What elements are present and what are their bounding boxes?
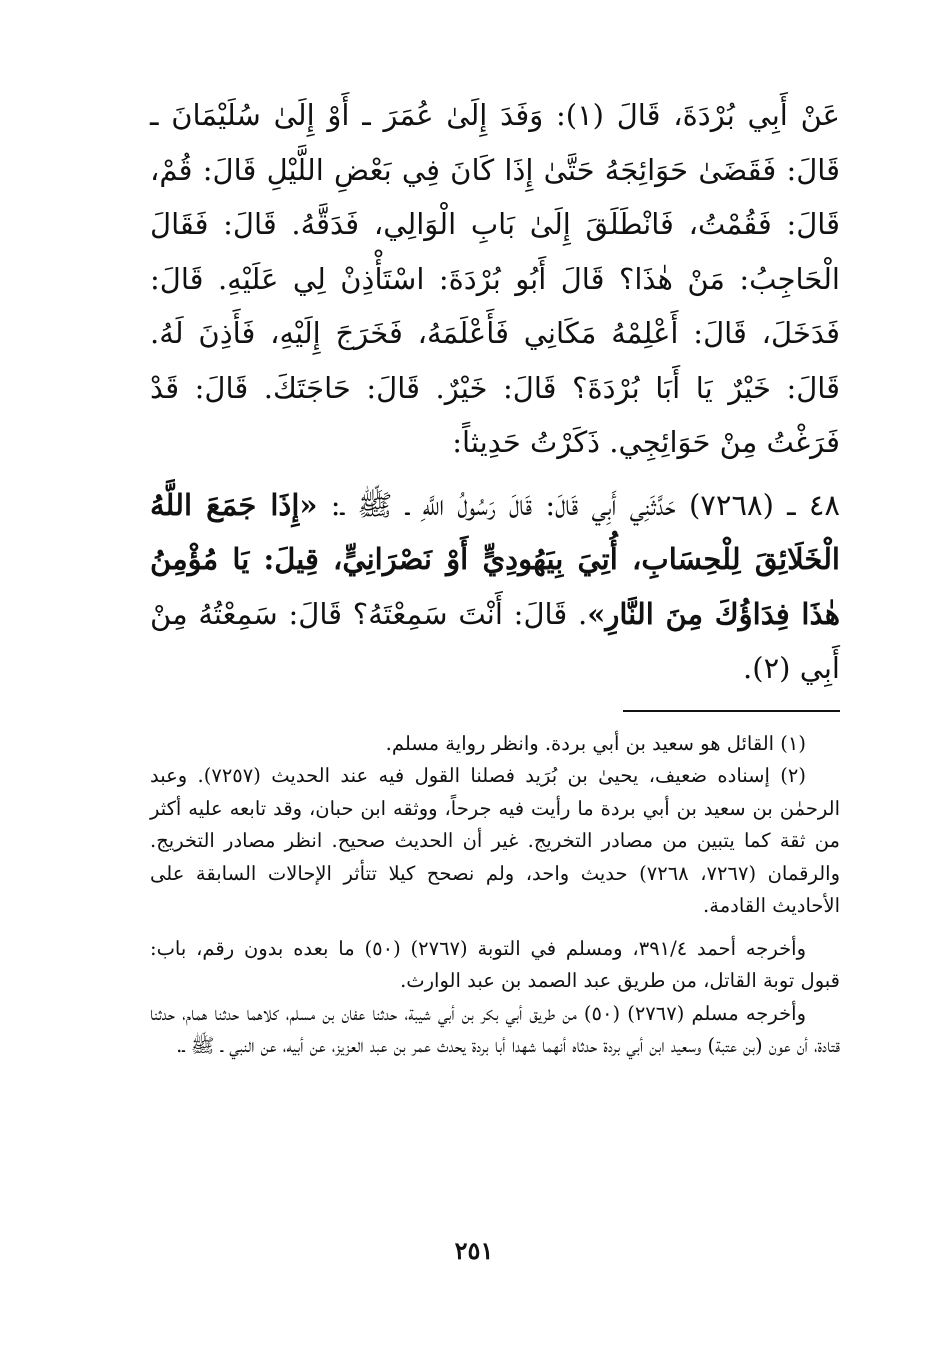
page-number: ٢٥١ [454,1236,494,1265]
hadith-intro: ٤٨ ـ (٧٢٦٨) حَدَّثَنِي أَبِي قَالَ: قَالَ رَسُولُ اللَّهِ ـ ﷺ ـ: [330,487,841,522]
main-text [150,88,840,696]
footnote-takhrij-1: وأخرجه أحمد ٣٩١/٤، ومسلم في التوبة (٢٧٦٧) (٥٠) ما بعده بدون رقم، باب: قبول توبة القاتل، من طريق عبد الصمد بن عبد الوارث. [150,936,840,992]
footnote-1: (١) القائل هو سعيد بن أبي بردة. وانظر رواية مسلم. [385,731,806,755]
hadith-tail: . قَالَ: أَنْتَ سَمِعْتَهُ؟ قَالَ: سَمِعْتُهُ مِنْ أَبِي (٢). [150,596,840,685]
hadith-paragraph [150,478,840,696]
hadith-quote: «إِذَا جَمَعَ اللَّهُ الْخَلَائِقَ لِلْحِسَابِ، أُتِيَ بِيَهُودِيٍّ أَوْ نَصْرَانِيٍّ، قِيلَ: يَا مُؤْمِنُ هٰذَا فِدَاؤُكَ مِنَ النَّارِ» [150,487,840,631]
narration-paragraph: عَنْ أَبِي بُرْدَةَ، قَالَ (١): وَفَدَ إِلَىٰ عُمَرَ ـ أَوْ إِلَىٰ سُلَيْمَانَ ـ قَالَ: فَقَضَىٰ حَوَائِجَهُ حَتَّىٰ إِذَا كَانَ فِي بَعْضِ اللَّيْلِ قَالَ: قُمْ، قَالَ: فَقُمْتُ، فَانْطَلَقَ إِلَىٰ بَابِ الْوَالِي، فَدَقَّهُ. قَالَ: فَقَالَ الْحَاجِبُ: مَنْ هٰذَا؟ قَالَ أَبُو بُرْدَةَ: اسْتَأْذِنْ لِي عَلَيْهِ. قَالَ: فَدَخَلَ، قَالَ: أَعْلِمْهُ مَكَانِي فَأَعْلَمَهُ، فَخَرَجَ إِلَيْهِ، فَأَذِنَ لَهُ. قَالَ: خَيْرٌ يَا أَبَا بُرْدَةَ؟ قَالَ: خَيْرٌ. قَالَ: حَاجَتَكَ. قَالَ: قَدْ فَرَغْتُ مِنْ حَوَائِجِي. ذَكَرْتُ حَدِيثاً: [150,98,840,459]
footnote-2: (٢) إسناده ضعيف، يحيىٰ بن بُرَيد فصلنا القول فيه عند الحديث (٧٢٥٧). وعبد الرحمٰن بن سعيد بن أبي بردة ما رأيت فيه جرحاً، ووثقه ابن حبان، وقد تابعه عليه أكثر من ثقة كما يتبين من مصادر التخريج. غير أن الحديث صحيح. انظر مصادر التخريج. والرقمان (٧٢٦٧، ٧٢٦٨) حديث واحد، ولم نصحح كيلا تتأثر الإحالات السابقة على الأحاديث القادمة. [150,764,840,917]
footnote-divider [623,710,840,712]
footnotes [150,728,840,1063]
footnote-takhrij-2: وأخرجه مسلم (٢٧٦٧) (٥٠) من طريق أبي بكر بن أبي شيبة، حدثنا عفان بن مسلم، كلاهما حدثنا همام، حدثنا قتادة، أن عون (بن عتبة) وسعيد ابن أبي بردة حدثاه أنهما شهدا أبا بردة يحدث عمر بن عبد العزيز، عن أبيه، عن النبي ـ ﷺ ـ. [150,1001,840,1057]
